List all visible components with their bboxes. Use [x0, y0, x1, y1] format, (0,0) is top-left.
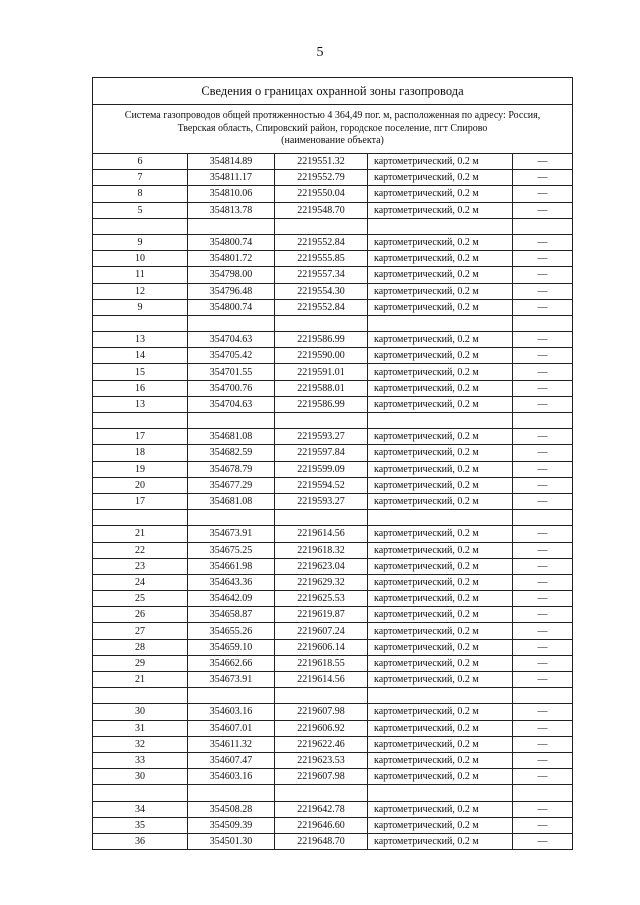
point-number: 22 [93, 542, 188, 558]
coord-x: 354678.79 [188, 461, 275, 477]
table-row [93, 655, 573, 671]
dash-mark: — [513, 574, 573, 590]
dash-mark: — [513, 267, 573, 283]
point-number: 11 [93, 267, 188, 283]
empty-cell [368, 785, 513, 801]
accuracy-method: картометрический, 0.2 м [368, 542, 513, 558]
coord-x: 354681.08 [188, 493, 275, 509]
table-row [93, 267, 573, 283]
dash-mark: — [513, 461, 573, 477]
dash-mark: — [513, 752, 573, 768]
table-row [93, 542, 573, 558]
point-number: 9 [93, 234, 188, 250]
coord-y: 2219646.60 [275, 817, 368, 833]
dash-mark: — [513, 526, 573, 542]
table-row [93, 736, 573, 752]
coord-y: 2219618.55 [275, 655, 368, 671]
coord-x: 354673.91 [188, 526, 275, 542]
coord-y: 2219648.70 [275, 833, 368, 849]
point-number: 24 [93, 574, 188, 590]
dash-mark: — [513, 736, 573, 752]
accuracy-method: картометрический, 0.2 м [368, 736, 513, 752]
point-number: 6 [93, 154, 188, 170]
dash-mark: — [513, 445, 573, 461]
accuracy-method: картометрический, 0.2 м [368, 332, 513, 348]
dash-mark: — [513, 396, 573, 412]
accuracy-method: картометрический, 0.2 м [368, 623, 513, 639]
coord-x: 354810.06 [188, 186, 275, 202]
table-row [93, 299, 573, 315]
table-row [93, 801, 573, 817]
coord-x: 354813.78 [188, 202, 275, 218]
accuracy-method: картометрический, 0.2 м [368, 817, 513, 833]
empty-cell [368, 413, 513, 429]
coord-y: 2219552.84 [275, 299, 368, 315]
dash-mark: — [513, 623, 573, 639]
table-row [93, 445, 573, 461]
dash-mark: — [513, 639, 573, 655]
point-number: 28 [93, 639, 188, 655]
accuracy-method: картометрический, 0.2 м [368, 639, 513, 655]
accuracy-method: картометрический, 0.2 м [368, 704, 513, 720]
accuracy-method: картометрический, 0.2 м [368, 186, 513, 202]
empty-cell [513, 785, 573, 801]
dash-mark: — [513, 299, 573, 315]
coord-y: 2219552.79 [275, 170, 368, 186]
accuracy-method: картометрический, 0.2 м [368, 170, 513, 186]
coord-y: 2219593.27 [275, 429, 368, 445]
point-number: 17 [93, 429, 188, 445]
accuracy-method: картометрический, 0.2 м [368, 461, 513, 477]
coord-x: 354681.08 [188, 429, 275, 445]
dash-mark: — [513, 251, 573, 267]
point-number: 16 [93, 380, 188, 396]
description-caption: (наименование объекта) [281, 135, 384, 147]
table-row [93, 526, 573, 542]
separator-row [93, 510, 573, 526]
empty-cell [188, 688, 275, 704]
point-number: 13 [93, 396, 188, 412]
dash-mark: — [513, 720, 573, 736]
dash-mark: — [513, 332, 573, 348]
accuracy-method: картометрический, 0.2 м [368, 251, 513, 267]
coord-y: 2219619.87 [275, 607, 368, 623]
table-row [93, 461, 573, 477]
accuracy-method: картометрический, 0.2 м [368, 801, 513, 817]
coord-x: 354700.76 [188, 380, 275, 396]
empty-cell [513, 413, 573, 429]
dash-mark: — [513, 558, 573, 574]
table-row [93, 574, 573, 590]
coord-x: 354643.36 [188, 574, 275, 590]
description-line: Система газопроводов общей протяженностью 4 364,49 пог. м, расположенная по адресу: Россия, [124, 110, 541, 122]
coord-x: 354811.17 [188, 170, 275, 186]
empty-cell [275, 218, 368, 234]
dash-mark: — [513, 154, 573, 170]
table-row [93, 251, 573, 267]
dash-mark: — [513, 380, 573, 396]
empty-cell [188, 315, 275, 331]
empty-cell [93, 688, 188, 704]
accuracy-method: картометрический, 0.2 м [368, 574, 513, 590]
accuracy-method: картометрический, 0.2 м [368, 833, 513, 849]
empty-cell [513, 218, 573, 234]
dash-mark: — [513, 170, 573, 186]
point-number: 13 [93, 332, 188, 348]
table-row [93, 769, 573, 785]
description-line: Тверская область, Спировский район, городское поселение, пгт Спирово [177, 122, 488, 134]
empty-cell [93, 218, 188, 234]
coord-x: 354701.55 [188, 364, 275, 380]
empty-cell [513, 688, 573, 704]
coord-y: 2219594.52 [275, 477, 368, 493]
point-number: 7 [93, 170, 188, 186]
coord-y: 2219551.32 [275, 154, 368, 170]
accuracy-method: картометрический, 0.2 м [368, 348, 513, 364]
empty-cell [93, 315, 188, 331]
table-row [93, 720, 573, 736]
dash-mark: — [513, 364, 573, 380]
coord-x: 354603.16 [188, 704, 275, 720]
object-description [93, 105, 573, 154]
coord-y: 2219550.04 [275, 186, 368, 202]
coord-y: 2219629.32 [275, 574, 368, 590]
dash-mark: — [513, 704, 573, 720]
table-row [93, 672, 573, 688]
coord-x: 354800.74 [188, 234, 275, 250]
accuracy-method: картометрический, 0.2 м [368, 607, 513, 623]
dash-mark: — [513, 769, 573, 785]
point-number: 31 [93, 720, 188, 736]
separator-row [93, 315, 573, 331]
coord-x: 354677.29 [188, 477, 275, 493]
separator-row [93, 218, 573, 234]
dash-mark: — [513, 801, 573, 817]
separator-row [93, 688, 573, 704]
accuracy-method: картометрический, 0.2 м [368, 558, 513, 574]
coord-x: 354509.39 [188, 817, 275, 833]
point-number: 12 [93, 283, 188, 299]
coord-y: 2219606.14 [275, 639, 368, 655]
dash-mark: — [513, 477, 573, 493]
empty-cell [188, 413, 275, 429]
table-row [93, 623, 573, 639]
accuracy-method: картометрический, 0.2 м [368, 591, 513, 607]
dash-mark: — [513, 186, 573, 202]
coord-x: 354675.25 [188, 542, 275, 558]
table-row [93, 591, 573, 607]
accuracy-method: картометрический, 0.2 м [368, 769, 513, 785]
table-row [93, 283, 573, 299]
coord-y: 2219599.09 [275, 461, 368, 477]
point-number: 21 [93, 526, 188, 542]
point-number: 19 [93, 461, 188, 477]
coord-x: 354655.26 [188, 623, 275, 639]
empty-cell [368, 510, 513, 526]
table-row [93, 396, 573, 412]
coord-y: 2219552.84 [275, 234, 368, 250]
point-number: 25 [93, 591, 188, 607]
coord-x: 354682.59 [188, 445, 275, 461]
description-row [93, 105, 573, 154]
point-number: 17 [93, 493, 188, 509]
point-number: 35 [93, 817, 188, 833]
point-number: 30 [93, 704, 188, 720]
coord-y: 2219623.53 [275, 752, 368, 768]
dash-mark: — [513, 429, 573, 445]
coord-y: 2219591.01 [275, 364, 368, 380]
table-row [93, 607, 573, 623]
accuracy-method: картометрический, 0.2 м [368, 234, 513, 250]
table-title: Сведения о границах охранной зоны газопровода [93, 78, 573, 105]
dash-mark: — [513, 672, 573, 688]
point-number: 5 [93, 202, 188, 218]
coord-x: 354607.01 [188, 720, 275, 736]
accuracy-method: картометрический, 0.2 м [368, 752, 513, 768]
empty-cell [188, 510, 275, 526]
empty-cell [275, 785, 368, 801]
coord-x: 354704.63 [188, 396, 275, 412]
coord-x: 354501.30 [188, 833, 275, 849]
empty-cell [93, 413, 188, 429]
table-row [93, 234, 573, 250]
coord-y: 2219554.30 [275, 283, 368, 299]
empty-cell [368, 315, 513, 331]
coord-y: 2219607.98 [275, 769, 368, 785]
coord-y: 2219593.27 [275, 493, 368, 509]
coord-x: 354603.16 [188, 769, 275, 785]
table-row [93, 364, 573, 380]
accuracy-method: картометрический, 0.2 м [368, 720, 513, 736]
point-number: 14 [93, 348, 188, 364]
title-row [93, 78, 573, 105]
accuracy-method: картометрический, 0.2 м [368, 364, 513, 380]
coord-y: 2219623.04 [275, 558, 368, 574]
point-number: 10 [93, 251, 188, 267]
table-row [93, 833, 573, 849]
empty-cell [275, 510, 368, 526]
coord-y: 2219590.00 [275, 348, 368, 364]
table-row [93, 170, 573, 186]
dash-mark: — [513, 283, 573, 299]
accuracy-method: картометрический, 0.2 м [368, 283, 513, 299]
point-number: 33 [93, 752, 188, 768]
separator-row [93, 413, 573, 429]
separator-row [93, 785, 573, 801]
coord-y: 2219614.56 [275, 672, 368, 688]
accuracy-method: картометрический, 0.2 м [368, 380, 513, 396]
empty-cell [368, 218, 513, 234]
point-number: 15 [93, 364, 188, 380]
point-number: 26 [93, 607, 188, 623]
coord-x: 354661.98 [188, 558, 275, 574]
table-row [93, 477, 573, 493]
point-number: 20 [93, 477, 188, 493]
dash-mark: — [513, 542, 573, 558]
dash-mark: — [513, 493, 573, 509]
point-number: 30 [93, 769, 188, 785]
accuracy-method: картометрический, 0.2 м [368, 299, 513, 315]
accuracy-method: картометрический, 0.2 м [368, 672, 513, 688]
empty-cell [513, 315, 573, 331]
coord-y: 2219607.98 [275, 704, 368, 720]
coord-x: 354607.47 [188, 752, 275, 768]
coord-x: 354801.72 [188, 251, 275, 267]
boundary-table [92, 77, 573, 850]
point-number: 29 [93, 655, 188, 671]
table-row [93, 493, 573, 509]
table-row [93, 752, 573, 768]
accuracy-method: картометрический, 0.2 м [368, 477, 513, 493]
accuracy-method: картометрический, 0.2 м [368, 493, 513, 509]
page-number: 5 [316, 45, 324, 60]
accuracy-method: картометрический, 0.2 м [368, 655, 513, 671]
coord-y: 2219557.34 [275, 267, 368, 283]
coord-x: 354662.66 [188, 655, 275, 671]
coord-x: 354659.10 [188, 639, 275, 655]
empty-cell [93, 785, 188, 801]
coord-x: 354705.42 [188, 348, 275, 364]
table-row [93, 186, 573, 202]
empty-cell [188, 218, 275, 234]
point-number: 8 [93, 186, 188, 202]
table-row [93, 429, 573, 445]
table-row [93, 558, 573, 574]
empty-cell [275, 413, 368, 429]
point-number: 23 [93, 558, 188, 574]
point-number: 18 [93, 445, 188, 461]
coord-y: 2219606.92 [275, 720, 368, 736]
point-number: 32 [93, 736, 188, 752]
empty-cell [275, 688, 368, 704]
coord-y: 2219607.24 [275, 623, 368, 639]
dash-mark: — [513, 607, 573, 623]
empty-cell [275, 315, 368, 331]
coord-x: 354508.28 [188, 801, 275, 817]
coord-y: 2219548.70 [275, 202, 368, 218]
coord-x: 354814.89 [188, 154, 275, 170]
dash-mark: — [513, 833, 573, 849]
table-row [93, 348, 573, 364]
coord-y: 2219586.99 [275, 332, 368, 348]
coord-y: 2219622.46 [275, 736, 368, 752]
dash-mark: — [513, 202, 573, 218]
coord-y: 2219588.01 [275, 380, 368, 396]
coord-x: 354704.63 [188, 332, 275, 348]
coord-x: 354673.91 [188, 672, 275, 688]
empty-cell [513, 510, 573, 526]
table-row [93, 639, 573, 655]
empty-cell [93, 510, 188, 526]
coord-x: 354658.87 [188, 607, 275, 623]
table-row [93, 154, 573, 170]
coord-x: 354796.48 [188, 283, 275, 299]
dash-mark: — [513, 234, 573, 250]
point-number: 36 [93, 833, 188, 849]
coord-y: 2219642.78 [275, 801, 368, 817]
table-row [93, 202, 573, 218]
dash-mark: — [513, 591, 573, 607]
empty-cell [188, 785, 275, 801]
coord-y: 2219597.84 [275, 445, 368, 461]
accuracy-method: картометрический, 0.2 м [368, 526, 513, 542]
coord-y: 2219618.32 [275, 542, 368, 558]
point-number: 34 [93, 801, 188, 817]
accuracy-method: картометрический, 0.2 м [368, 445, 513, 461]
coord-x: 354798.00 [188, 267, 275, 283]
table-row [93, 704, 573, 720]
accuracy-method: картометрический, 0.2 м [368, 396, 513, 412]
coord-y: 2219625.53 [275, 591, 368, 607]
empty-cell [368, 688, 513, 704]
coord-y: 2219586.99 [275, 396, 368, 412]
point-number: 9 [93, 299, 188, 315]
coord-y: 2219555.85 [275, 251, 368, 267]
table-body [93, 78, 573, 850]
accuracy-method: картометрический, 0.2 м [368, 154, 513, 170]
accuracy-method: картометрический, 0.2 м [368, 267, 513, 283]
coord-y: 2219614.56 [275, 526, 368, 542]
accuracy-method: картометрический, 0.2 м [368, 429, 513, 445]
coord-x: 354611.32 [188, 736, 275, 752]
coord-x: 354642.09 [188, 591, 275, 607]
table-row [93, 817, 573, 833]
point-number: 27 [93, 623, 188, 639]
point-number: 21 [93, 672, 188, 688]
table-row [93, 332, 573, 348]
dash-mark: — [513, 817, 573, 833]
dash-mark: — [513, 655, 573, 671]
dash-mark: — [513, 348, 573, 364]
accuracy-method: картометрический, 0.2 м [368, 202, 513, 218]
table-row [93, 380, 573, 396]
coord-x: 354800.74 [188, 299, 275, 315]
